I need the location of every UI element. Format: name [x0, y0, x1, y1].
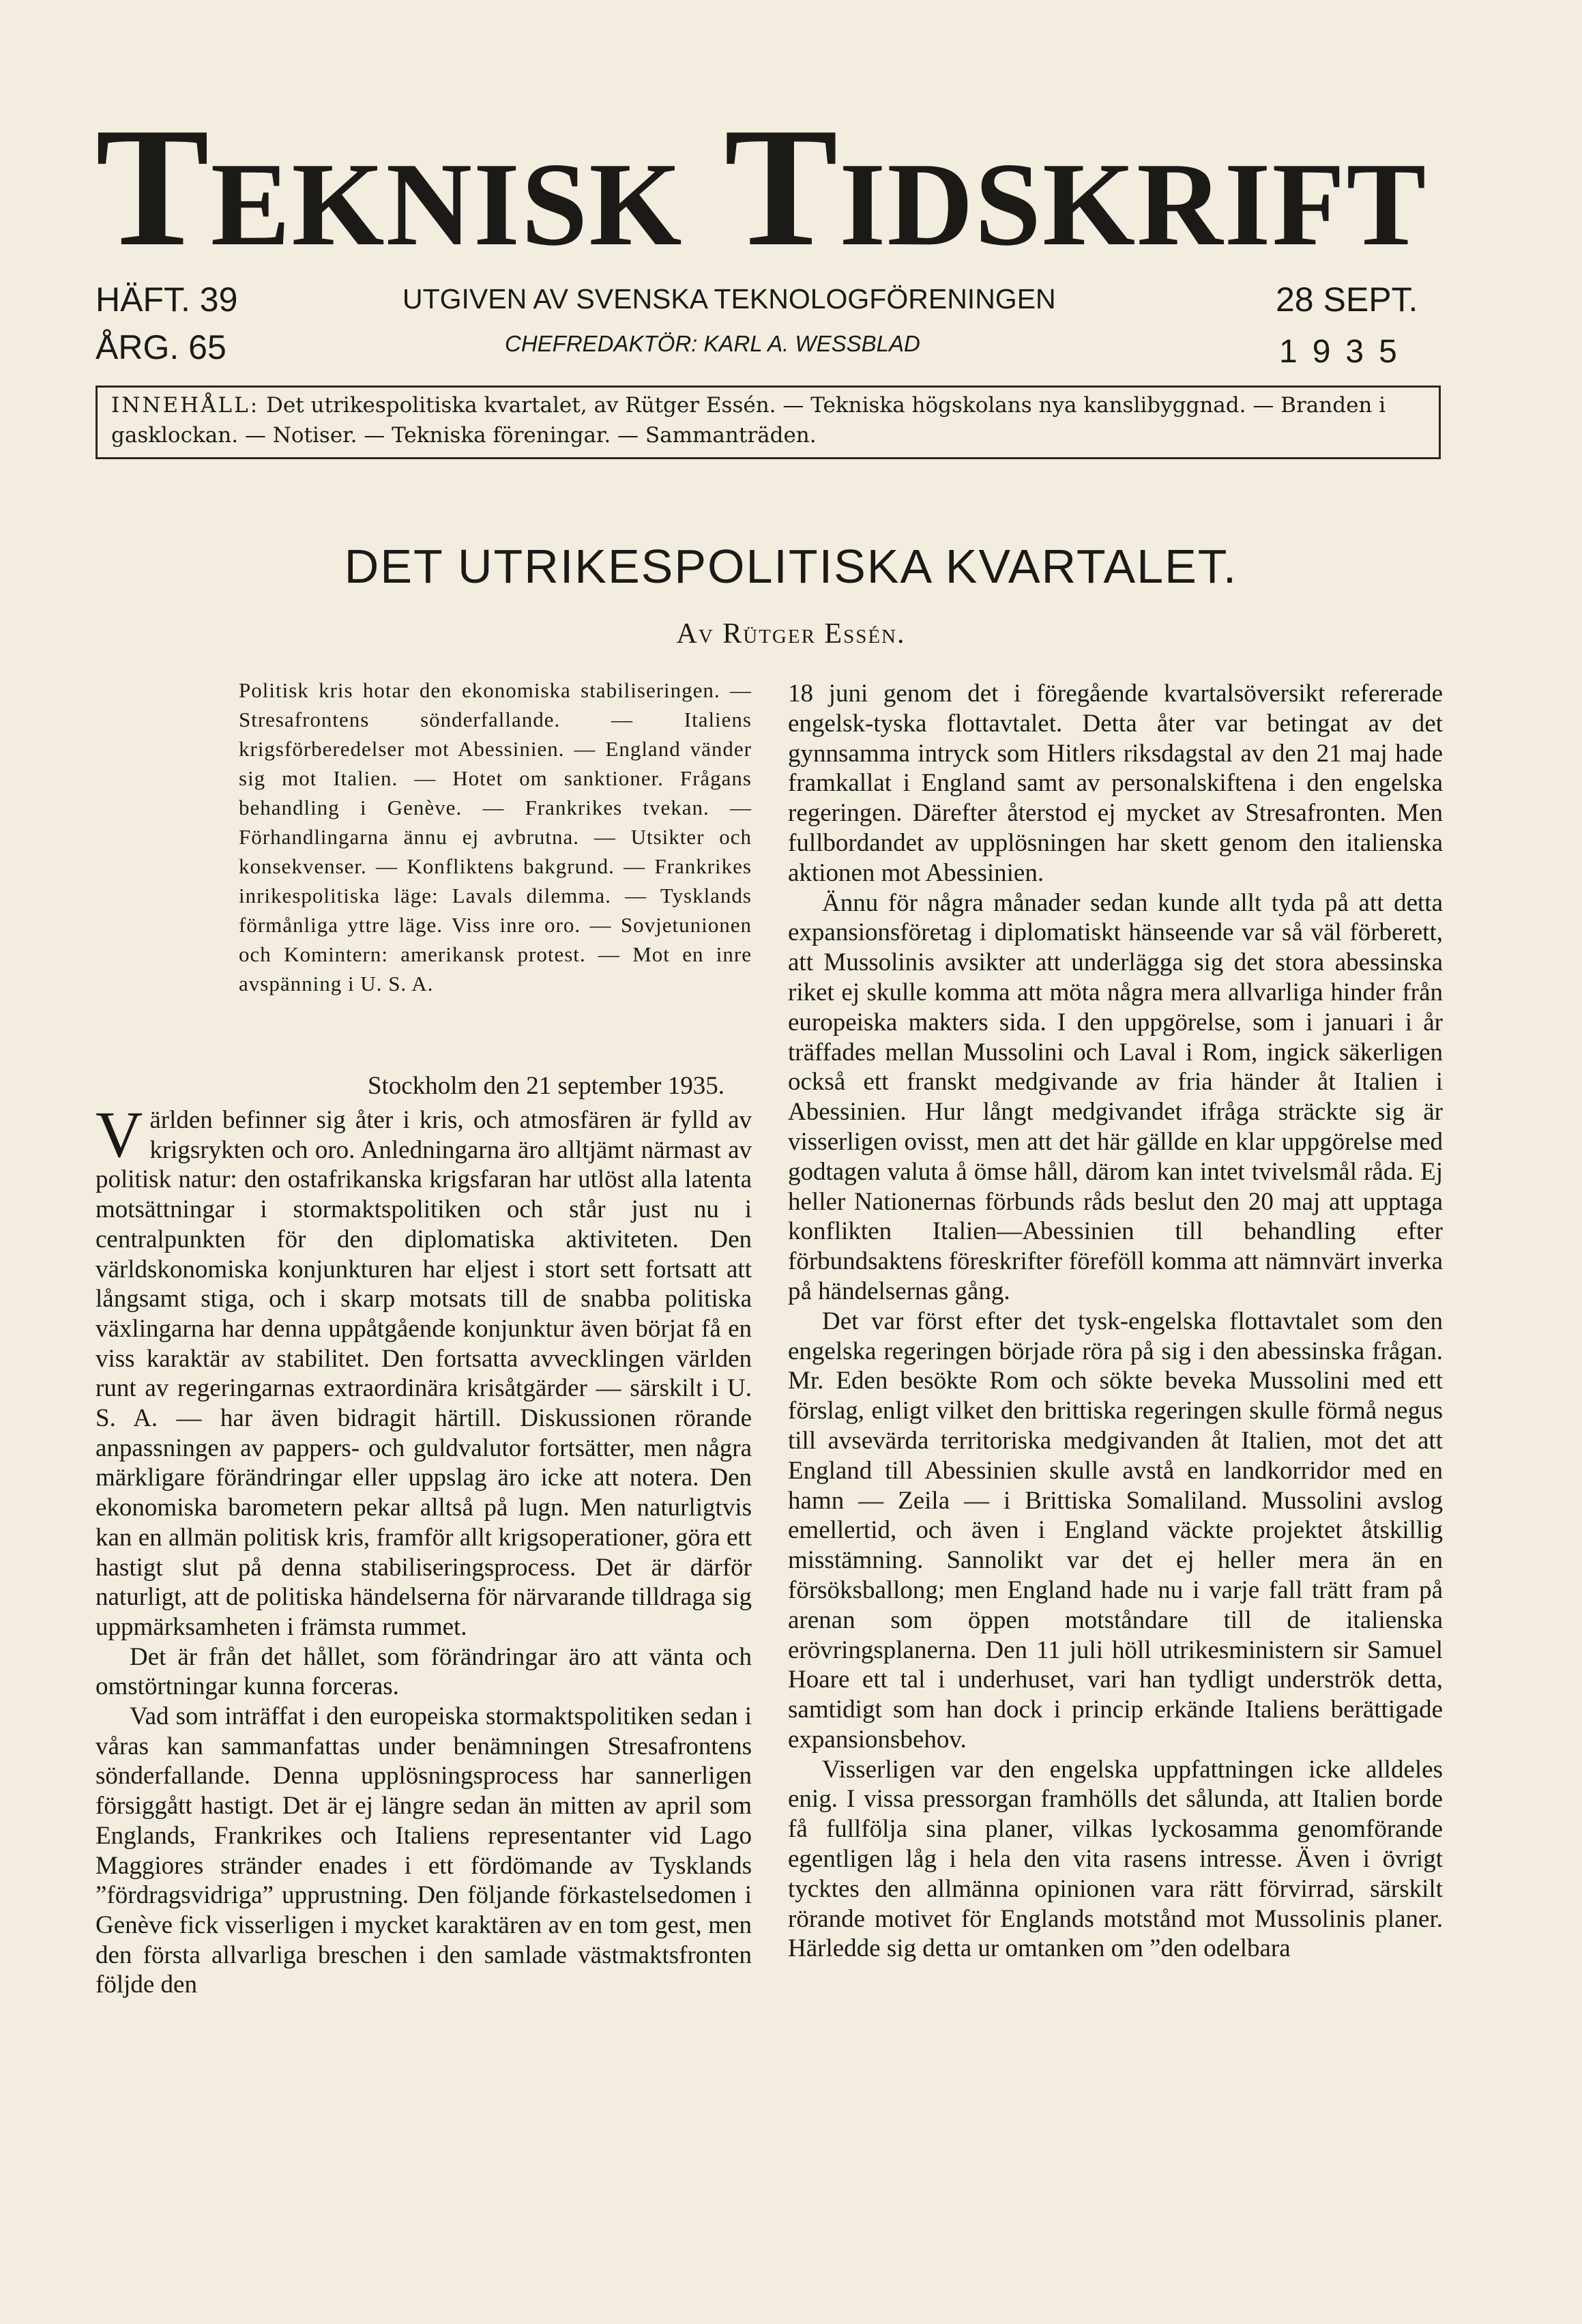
issue-year: 1935 [1279, 334, 1412, 370]
article-right-column [788, 679, 1443, 1964]
editor-line: CHEFREDAKTÖR: KARL A. WESSBLAD [505, 331, 920, 356]
issue-date: 28 SEPT. [1276, 280, 1418, 319]
masthead-title: Teknisk Tidskrift [96, 93, 1428, 282]
contents-text: Det utrikespolitiska kvartalet, av Rütger Essén. — Tekniska högskolans nya kanslibyggnad. — Branden i gasklockan. — Notiser. — Tekniska föreningar. — Sammanträden. [111, 393, 1386, 448]
publisher-line: UTGIVEN AV SVENSKA TEKNOLOGFÖRENINGEN [402, 283, 1056, 315]
paragraph: 18 juni genom det i föregående kvartalsöversikt refererade engelsk-tyska flottavtalet. Detta åter var betingat av det gynnsamma intryck som Hitlers riksdagstal av den 21 maj hade framkallat i England samt av personalskiftena i den engelska regeringen. Därefter återstod ej mycket av Stresafronten. Men fullbordandet av upplösningen har skett genom den italienska aktionen mot Abessinien. [788, 680, 1443, 887]
paragraph: Ännu för några månader sedan kunde allt tyda på att detta expansionsföretag i diplomatiskt hänseende var så väl förberett, att Mussolinis avsikter att underlägga sig det stora abessinska riket ej skulle komma att möta några mera allvarliga hinder från europeiska makters sida. I den uppgörelse, som i januari i år träffades mellan Mussolini och Laval i Rom, ingick säkerligen också ett franskt medgivande av fria händer åt Italien i Abessinien. Hur långt medgivandet ifråga sträckte sig är visserligen ovisst, men att det här gällde en klar uppgörelse med godtagen valuta å ömse håll, därom kan intet tvivelsmål råda. Ej heller Nationernas förbunds råds beslut den 20 maj att upptaga konflikten Italien—Abessinien till behandling efter förbundsaktens föreskrifter föreföll komma att nämnvärt inverka på händelsernas gång. [788, 888, 1443, 1305]
drop-cap: V [96, 1098, 143, 1171]
issue-number: HÄFT. 39 [96, 280, 238, 319]
volume-year: ÅRG. 65 [96, 328, 226, 366]
paragraph [96, 1098, 752, 1642]
paragraph: Visserligen var den engelska uppfattningen icke alldeles enig. I vissa pressorgan framhölls det sålunda, att Italien borde få fullfölja sina planer, vilkas lyckosamma genomförande egentligen låg i hela den vita rasens intresse. Även i övrigt tycktes den allmänna opinionen vara rätt förvirrad, särskilt rörande motivet för Englands motstånd mot Mussolinis planer. Härledde sig detta ur omtanken om ”den odelbara [788, 1755, 1443, 1963]
paragraph: Vad som inträffat i den europeiska stormaktspolitiken sedan i våras kan sammanfattas under benämningen Stresafrontens sönderfallande. Denna upplösningsprocess har sannerligen försiggått hastigt. Det är ej längre sedan än mitten av april som Englands, Frankrikes och Italiens representanter vid Lago Maggiores stränder enades i ett fördömande av Tysklands ”fördragsvidriga” upprustning. Den följande förkastelsedomen i Genève fick visserligen i mycket karaktären av en tom gest, men den första allvarliga breschen i den samlade västmaktsfronten följde den [96, 1702, 752, 1999]
article-byline: Av Rütger Essén. [676, 618, 906, 650]
contents-label: INNEHÅLL: [111, 393, 260, 418]
paragraph: Det var först efter det tysk-engelska flottavtalet som den engelska regeringen började röra på sig i den abessinska frågan. Mr. Eden besökte Rom och sökte beveka Mussolini med ett förslag, enligt vilket den brittiska regeringen skulle förmå negus till avsevärda territoriska medgivanden åt Italien, mot det att England till Abessinien skulle avstå en landkorridor med en hamn — Zeila — i Brittiska Somaliland. Mussolini avslog emellertid, och även i England väckte projektet åtskillig misstämning. Sannolikt var det ej heller mera än en försöksballong; men England hade nu i varje fall trätt fram på arenan som öppen motståndare till de italienska erövringsplanerna. Den 11 juli höll utrikesministern sir Samuel Hoare ett tal i underhuset, vari han tydligt underströk detta, samtidigt som han dock i princip erkände Italiens berättigade expansionsbehov. [788, 1307, 1443, 1754]
article-left-column [96, 1098, 752, 2000]
contents-box [96, 386, 1441, 459]
article-dateline: Stockholm den 21 september 1935. [367, 1072, 724, 1100]
paragraph: Det är från det hållet, som förändringar äro att vänta och omstörtningar kunna forceras. [96, 1642, 752, 1701]
article-title: DET UTRIKESPOLITISKA KVARTALET. [344, 540, 1238, 593]
paragraph-text: ärlden befinner sig åter i kris, och atmosfären är fylld av krigsrykten och oro. Anledningarna äro alltjämt närmast av politisk natur: den ostafrikanska krigsfaran har utlöst alla latenta motsättningar i stormaktspolitiken och står just nu i centralpunkten för den diplomatiska aktiviteten. Den världskonomiska konjunkturen har eljest i stort sett fortsatt att långsamt stiga, och i skarp motsats till de snabba politiska växlingarna har denna uppåtgående konjunktur även börjat få en viss karaktär av stabilitet. Den fortsatta avvecklingen världen runt av regeringarnas extraordinära krisåtgärder — särskilt i U. S. A. — har även bidragit härtill. Diskussionen rörande anpassningen av pappers- och guldvalutor fortsätter, men några märkligare förändringar eller uppslag äro icke att notera. Den ekonomiska barometern pekar alltså på lugn. Men naturligtvis kan en allmän politisk kris, framför allt krigsoperationer, göra ett hastigt slut på denna stabiliseringsprocess. Det är därför naturligt, att de politiska händelserna för närvarande tilldraga sig uppmärksamheten i främsta rummet. [96, 1106, 752, 1641]
article-summary: Politisk kris hotar den ekonomiska stabiliseringen. — Stresafrontens sönderfallande. — Italiens krigsförberedelser mot Abessinien. — England vänder sig mot Italien. — Hotet om sanktioner. Frågans behandling i Genève. — Frankrikes tvekan. — Förhandlingarna ännu ej avbrutna. — Utsikter och konsekvenser. — Konfliktens bakgrund. — Frankrikes inrikespolitiska läge: Lavals dilemma. — Tysklands förmånliga yttre läge. Viss inre oro. — Sovjetunionen och Komintern: amerikansk protest. — Mot en inre avspänning i U. S. A. [239, 678, 752, 996]
